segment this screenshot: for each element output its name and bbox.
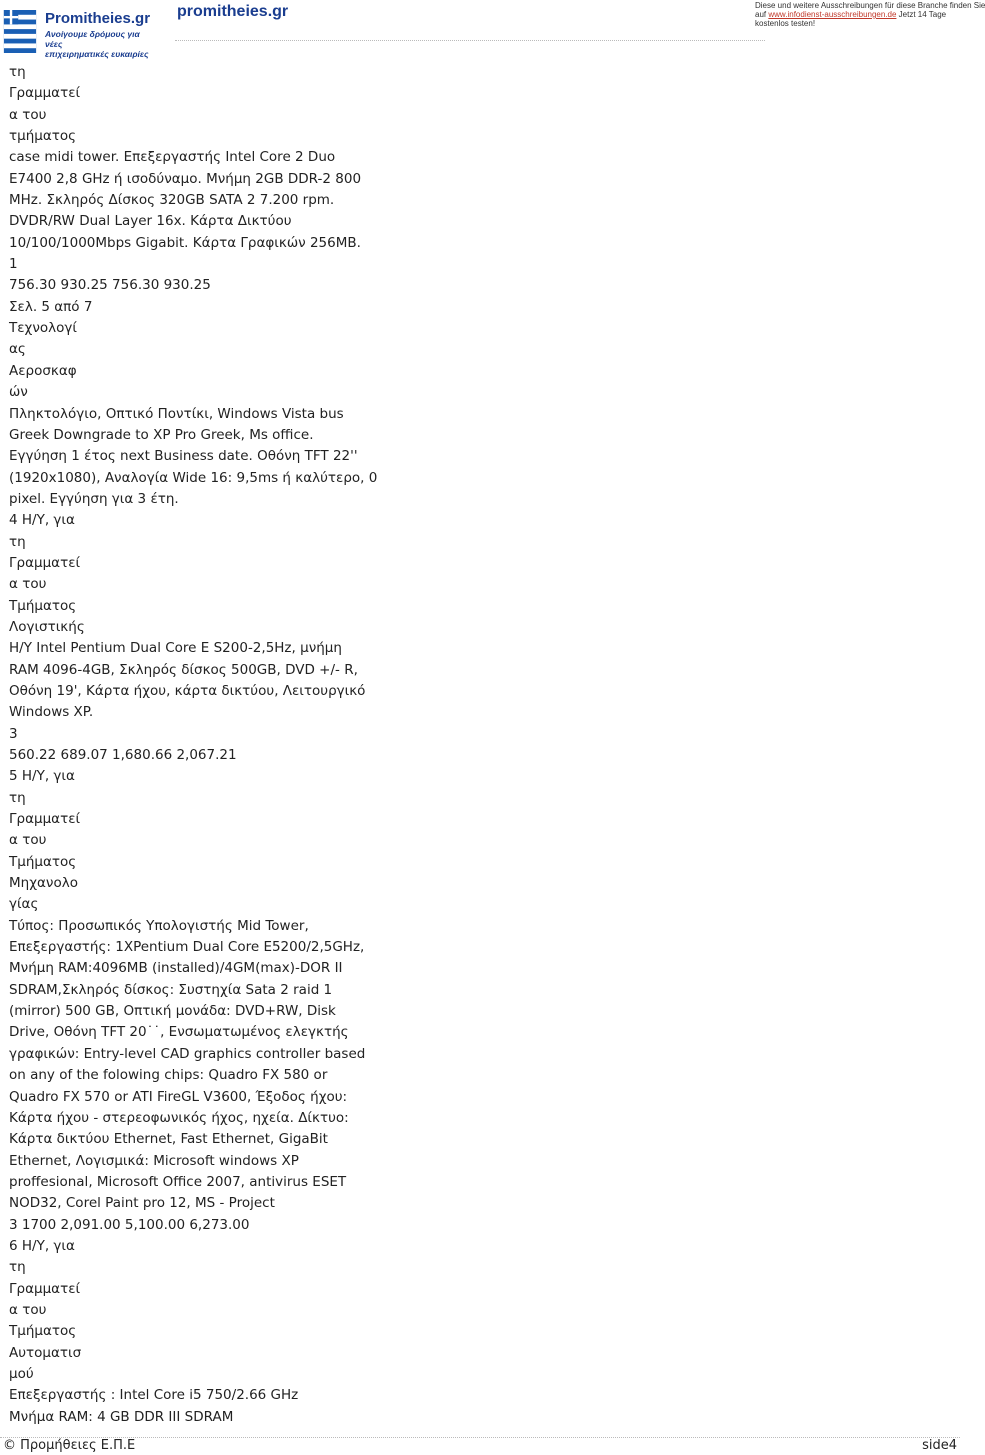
promitheies-logo[interactable] (3, 8, 153, 59)
ad-notice (755, 1, 985, 28)
text-line: Πληκτολόγιο, Οπτικό Ποντίκι, Windows Vista bus (9, 405, 344, 422)
text-line: Αυτοματισ (9, 1344, 82, 1361)
text-line: (1920x1080), Αναλογία Wide 16: 9,5ms ή καλύτερο, 0 (9, 469, 378, 486)
text-line: Κάρτα δικτύου Ethernet, Fast Ethernet, GigaBit (9, 1131, 328, 1148)
text-line: Αεροσκαφ (9, 362, 77, 379)
text-line: ας (9, 341, 26, 358)
text-line: NOD32, Corel Paint pro 12, MS - Project (9, 1195, 275, 1212)
text-line: α του (9, 106, 47, 123)
text-line: 3 1700 2,091.00 5,100.00 6,273.00 (9, 1216, 250, 1233)
text-line: 4 Η/Υ, για (9, 512, 75, 529)
ad-prefix: auf (755, 10, 767, 19)
text-line: Σελ. 5 από 7 (9, 298, 93, 315)
text-line: τη (9, 1259, 26, 1276)
footer-copyright: © Προμήθειες Ε.Π.Ε (3, 1438, 136, 1453)
document-body (9, 62, 389, 1428)
text-line: α του (9, 832, 47, 849)
text-line: Ethernet, Λογισμικά: Microsoft windows XP (9, 1152, 299, 1169)
site-name[interactable]: promitheies.gr (177, 3, 289, 20)
text-line: τη (9, 789, 26, 806)
text-line: MHz. Σκληρός Δίσκος 320GB SATA 2 7.200 rpm. (9, 192, 335, 209)
logo-tagline (45, 29, 153, 59)
footer-divider (0, 1437, 960, 1438)
text-line: 10/100/1000Mbps Gigabit. Κάρτα Γραφικών 256MB. (9, 234, 361, 251)
text-line: proffesional, Microsoft Office 2007, antivirus ESET (9, 1173, 347, 1190)
footer-page-label: side4 (922, 1438, 957, 1453)
text-line: γίας (9, 896, 39, 913)
ad-suffix: Jetzt 14 Tage (898, 10, 947, 19)
text-line: Μηχανολο (9, 875, 78, 892)
text-line: pixel. Εγγύηση για 3 έτη. (9, 490, 179, 507)
text-line: Drive, Οθόνη TFT 20˙˙, Ενσωματωμένος ελεγκτής (9, 1024, 349, 1041)
text-line: 756.30 930.25 756.30 930.25 (9, 277, 211, 294)
logo-tagline-line-2: επιχειρηματικές ευκαιρίες (45, 49, 149, 59)
text-line: Κάρτα ήχου - στερεοφωνικός ήχος, ηχεία. Δίκτυο: (9, 1109, 349, 1126)
text-line: Μνήμα RAM: 4 GB DDR III SDRAM (9, 1408, 234, 1425)
text-line: 1 (9, 256, 18, 273)
text-line: Η/Υ Intel Pentium Dual Core E S200-2,5Hz, μνήμη (9, 640, 342, 657)
text-line: Windows XP. (9, 704, 94, 721)
text-line: τη (9, 64, 26, 80)
ad-link[interactable]: www.infodienst-ausschreibungen.de (768, 10, 897, 19)
page-footer (0, 1437, 960, 1455)
text-line: Quadro FX 570 or ATI FireGL V3600, Έξοδος ήχου: (9, 1088, 348, 1105)
text-line: DVDR/RW Dual Layer 16x. Κάρτα Δικτύου (9, 213, 292, 230)
text-line: τη (9, 533, 26, 550)
ad-line-3: kostenlos testen! (755, 19, 816, 28)
logo-title: Promitheies.gr (45, 10, 151, 27)
text-line: Γραμματεί (9, 1280, 81, 1297)
text-line: Γραμματεί (9, 554, 81, 571)
text-line: Λογιστικής (9, 618, 85, 635)
text-line: RAM 4096-4GB, Σκληρός δίσκος 500GB, DVD +/- R, (9, 661, 358, 678)
text-line: Επεξεργαστής : Intel Core i5 750/2.66 GHz (9, 1387, 299, 1404)
text-line: SDRAM,Σκληρός δίσκος: Συστηχία Sata 2 raid 1 (9, 981, 333, 998)
text-line: α του (9, 1301, 47, 1318)
logo-tagline-line-1: Ανοίγουμε δρόμους για νέες (45, 29, 140, 49)
text-line: Οθόνη 19', Κάρτα ήχου, κάρτα δικτύου, Λειτουργικό (9, 682, 366, 699)
text-line: Greek Downgrade to XP Pro Greek, Ms office. (9, 426, 314, 443)
text-line: α του (9, 576, 47, 593)
text-line: Μνήμη RAM:4096MB (installed)/4GM(max)-DOR II (9, 960, 343, 977)
text-line: 560.22 689.07 1,680.66 2,067.21 (9, 747, 237, 763)
text-line: Γραμματεί (9, 85, 81, 102)
page-header (0, 0, 985, 59)
text-line: 6 Η/Υ, για (9, 1237, 75, 1254)
text-line: τμήματος (9, 128, 77, 145)
text-line: 3 (9, 725, 18, 742)
ad-line-2 (755, 10, 960, 19)
text-line: on any of the folowing chips: Quadro FX 580 or (9, 1067, 328, 1084)
text-line: Γραμματεί (9, 811, 81, 828)
text-line: γραφικών: Entry-level CAD graphics controller based (9, 1045, 366, 1062)
text-line: Τμήματος (9, 1323, 77, 1340)
text-line: Τύπος: Προσωπικός Υπολογιστής Mid Tower, (9, 917, 309, 934)
text-line: Τεχνολογί (9, 320, 77, 337)
text-line: E7400 2,8 GHz ή ισοδύναμο. Μνήμη 2GB DDR-2 800 (9, 170, 362, 187)
text-line: Τμήματος (9, 597, 77, 614)
text-line: Επεξεργαστής: 1XPentium Dual Core E5200/2,5GHz, (9, 939, 365, 956)
greek-flag-icon (3, 10, 37, 53)
text-line: μού (9, 1365, 34, 1382)
ad-line-1: Diese und weitere Ausschreibungen für diese Branche finden Sie (755, 1, 985, 10)
header-divider (175, 40, 765, 41)
text-line: Εγγύηση 1 έτος next Business date. Οθόνη TFT 22'' (9, 448, 358, 465)
text-line: (mirror) 500 GB, Οπτική μονάδα: DVD+RW, Disk (9, 1003, 336, 1020)
text-line: Τμήματος (9, 853, 77, 870)
text-line: ών (9, 384, 28, 401)
text-line: 5 Η/Υ, για (9, 768, 75, 785)
text-line: case midi tower. Επεξεργαστής Intel Core 2 Duo (9, 149, 336, 166)
